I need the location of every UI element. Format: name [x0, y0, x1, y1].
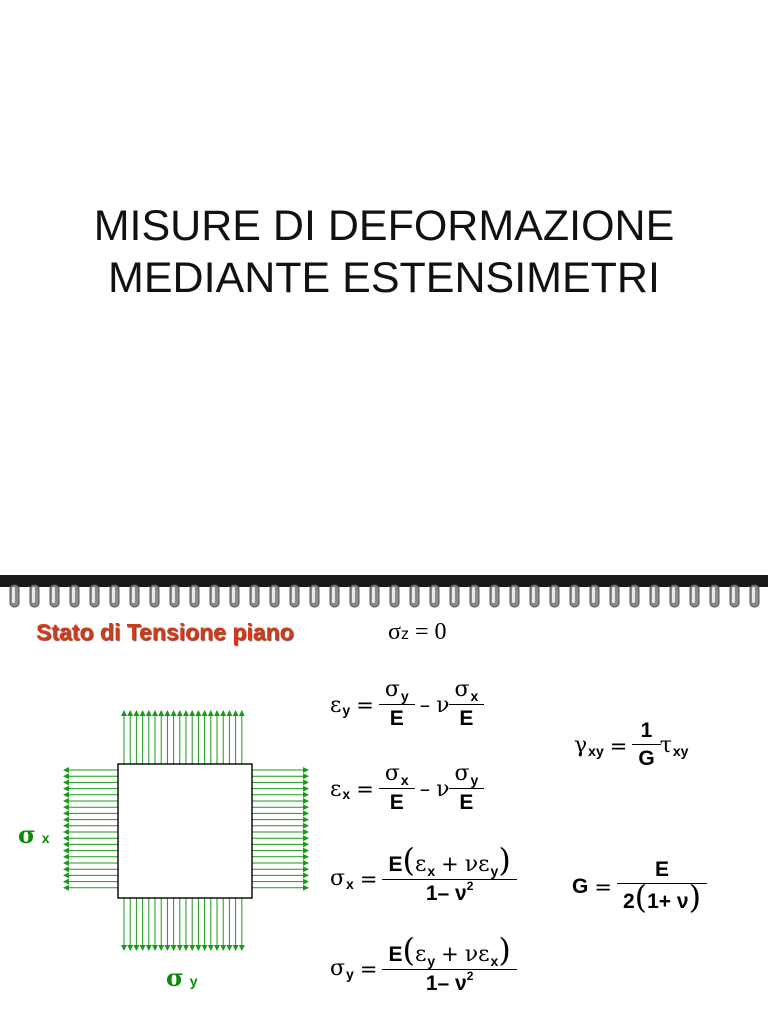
- fraction: [620, 857, 704, 916]
- sigma-y-lhs: σ: [330, 956, 346, 981]
- slide-heading: Stato di Tensione piano: [36, 619, 294, 645]
- frac-num-eps: ε: [414, 942, 427, 967]
- open-paren: (: [402, 841, 415, 879]
- nu-symbol: ν: [464, 942, 479, 967]
- equation-sigma-y: [330, 931, 516, 1000]
- equals-sign: =: [359, 866, 378, 891]
- spiral-ring-highlight: [392, 587, 395, 603]
- equation-gamma-xy: [574, 718, 688, 773]
- tau-symbol: τ: [659, 733, 672, 758]
- spiral-ring-highlight: [332, 587, 335, 603]
- label-sigma-x-sym: σ: [18, 820, 36, 849]
- frac-num-eps: ε: [478, 852, 490, 877]
- spiral-ring-highlight: [732, 587, 735, 603]
- equation-sigma-x: [330, 841, 516, 910]
- fraction: [382, 761, 412, 817]
- spiral-ring-highlight: [632, 587, 635, 603]
- spiral-ring-highlight: [612, 587, 615, 603]
- sigma-z-rhs: = 0: [414, 619, 447, 645]
- spiral-ring-highlight: [492, 587, 495, 603]
- gamma-lhs-sub: xy: [588, 742, 604, 759]
- frac-den: G: [632, 744, 660, 773]
- spiral-ring-highlight: [592, 587, 595, 603]
- stress-diagram: [0, 575, 330, 1024]
- frac-num-sub: y: [400, 688, 409, 704]
- frac-den: E: [449, 788, 485, 817]
- close-paren: ): [688, 878, 702, 916]
- sigma-x-lhs: σ: [330, 866, 346, 891]
- label-sigma-x: [18, 820, 50, 849]
- spiral-ring-highlight: [712, 587, 715, 603]
- fraction: [385, 841, 513, 910]
- frac-num-eps: ε: [414, 852, 427, 877]
- equals-sign: =: [609, 733, 628, 758]
- equals-sign: =: [356, 777, 374, 801]
- sigma-z-equation: [388, 619, 446, 646]
- plus-sign: +: [441, 942, 459, 966]
- open-paren: (: [634, 878, 648, 916]
- label-sigma-y: [166, 963, 198, 992]
- frac-num-eps-sub: x: [427, 863, 436, 879]
- spiral-ring-highlight: [432, 587, 435, 603]
- frac-den: 1– ν: [425, 972, 467, 995]
- frac-den: E: [379, 788, 415, 817]
- eps-y-lhs: ε: [330, 692, 342, 718]
- minus-sign: –: [419, 693, 431, 717]
- frac-num-sub: x: [470, 688, 479, 704]
- label-sigma-y-sub: y: [189, 973, 198, 989]
- fraction: [452, 761, 482, 817]
- frac-num-eps-sub: y: [490, 863, 499, 879]
- frac-den-sup: 2: [466, 879, 474, 893]
- label-sigma-y-sym: σ: [166, 963, 184, 992]
- slide-title: [0, 200, 768, 304]
- minus-sign: –: [419, 777, 431, 801]
- close-paren: ): [498, 931, 511, 969]
- equals-sign: =: [356, 693, 374, 717]
- frac-num-eps: ε: [478, 942, 490, 967]
- sigma-z-symbol: σ: [388, 619, 401, 645]
- gamma-lhs: γ: [574, 733, 588, 758]
- sigma-z-sub: z: [400, 626, 409, 643]
- frac-num-symbol: σ: [384, 761, 400, 786]
- spiral-ring-highlight: [352, 587, 355, 603]
- spiral-ring-highlight: [692, 587, 695, 603]
- frac-num-symbol: σ: [384, 677, 400, 702]
- slide-stress-state: [0, 575, 768, 1024]
- spiral-ring-highlight: [512, 587, 515, 603]
- fraction: [382, 677, 412, 733]
- frac-num-E: E: [388, 943, 403, 966]
- eps-x-lhs-sub: x: [342, 786, 351, 802]
- frac-den: 1– ν: [425, 882, 467, 905]
- eps-y-lhs-sub: y: [342, 702, 351, 718]
- frac-num: 1: [640, 719, 653, 742]
- nu-symbol: ν: [436, 692, 450, 718]
- spiral-ring-highlight: [412, 587, 415, 603]
- open-paren: (: [402, 931, 415, 969]
- stressed-element-square: [118, 764, 252, 898]
- eps-x-lhs: ε: [330, 776, 342, 802]
- spiral-ring-highlight: [552, 587, 555, 603]
- title-line-2: MEDIANTE ESTENSIMETRI: [108, 254, 660, 302]
- equals-sign: =: [594, 874, 612, 899]
- fraction: [635, 718, 657, 773]
- frac-num-eps-sub: x: [490, 953, 499, 969]
- spiral-ring-highlight: [672, 587, 675, 603]
- fraction: [385, 931, 513, 1000]
- spiral-ring-highlight: [572, 587, 575, 603]
- sigma-x-lhs-sub: x: [346, 875, 354, 892]
- frac-den-inner: 1+ ν: [647, 890, 689, 913]
- frac-num-eps-sub: y: [427, 953, 436, 969]
- frac-num-sub: y: [470, 772, 479, 788]
- equation-eps-y: [330, 677, 483, 733]
- fraction: [452, 677, 482, 733]
- frac-den: E: [449, 704, 485, 733]
- spiral-ring-highlight: [472, 587, 475, 603]
- spiral-ring-highlight: [532, 587, 535, 603]
- equals-sign: =: [359, 956, 378, 981]
- equation-eps-x: [330, 761, 483, 817]
- frac-den: E: [379, 704, 415, 733]
- frac-num-symbol: σ: [454, 761, 470, 786]
- spiral-ring-highlight: [452, 587, 455, 603]
- frac-den-sup: 2: [466, 969, 474, 983]
- spiral-ring-highlight: [372, 587, 375, 603]
- tau-sub: xy: [672, 742, 689, 759]
- frac-num-symbol: σ: [454, 677, 470, 702]
- sigma-y-lhs-sub: y: [346, 965, 354, 982]
- label-sigma-x-sub: x: [41, 830, 50, 846]
- nu-symbol: ν: [436, 776, 450, 802]
- title-line-1: MISURE DI DEFORMAZIONE: [93, 202, 675, 250]
- spiral-ring-highlight: [652, 587, 655, 603]
- frac-num-E: E: [388, 853, 403, 876]
- G-lhs: G: [572, 874, 589, 898]
- spiral-ring-highlight: [752, 587, 755, 603]
- frac-num: E: [655, 858, 670, 881]
- plus-sign: +: [441, 852, 459, 876]
- equation-G: [572, 857, 706, 916]
- close-paren: ): [498, 841, 511, 879]
- frac-num-sub: x: [400, 772, 409, 788]
- frac-den-factor: 2: [622, 890, 635, 913]
- nu-symbol: ν: [464, 852, 479, 877]
